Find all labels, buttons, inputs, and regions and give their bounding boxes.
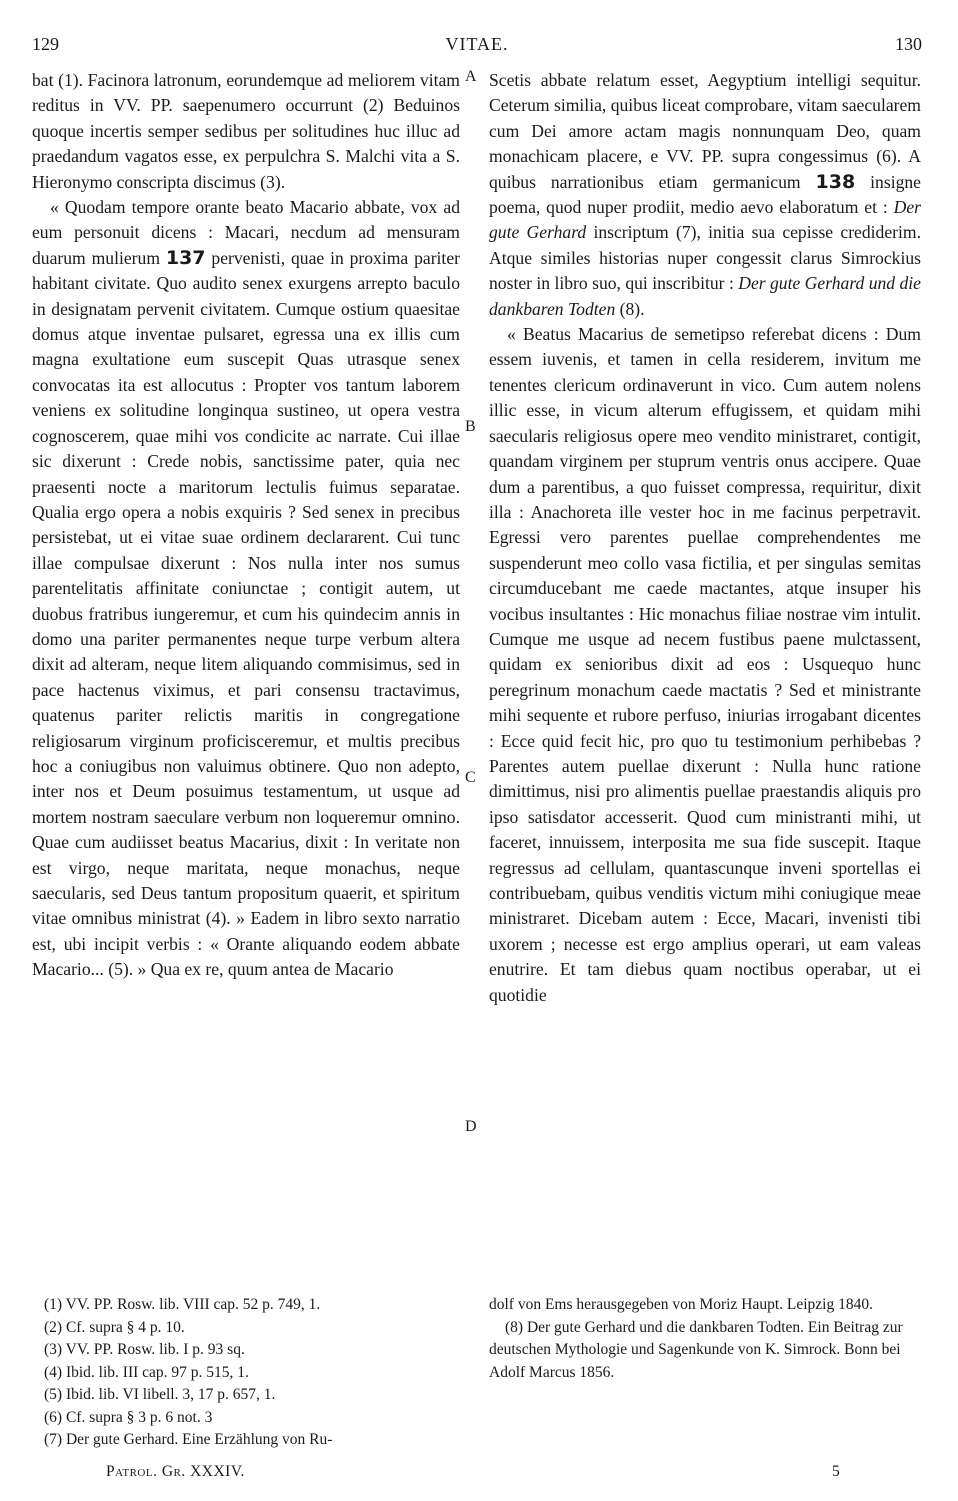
title-der-gute-gerhard: Der gute Gerhard [489,197,921,243]
footnote-7-continued: dolf von Ems herausgegeben von Moriz Haupt. Leipzig 1840. [489,1296,873,1313]
right-paragraph-1-cont: inscriptum (7), initia sua cepisse crediderim. Atque similes historias nuper congessit clarus Simrockius noster in libro suo, qui inscribitur : [489,222,921,294]
footnote-2: (2) Cf. supra § 4 p. 10. [44,1318,185,1336]
footnote-4: (4) Ibid. lib. III cap. 97 p. 515, 1. [44,1363,249,1381]
margin-letter-b: B [465,418,476,435]
sheet-number: 5 [832,1463,840,1480]
right-paragraph-1-start: Scetis abbate relatum esset, Aegyptium intelligi sequitur. Ceterum similia, quibus liceat comprobare, vitam saecularem cum Dei amore actam magis nonnunquam Deo, quam monachicam placere, e VV. PP. supra congessimus (6). A quibus narrationibus etiam germanicum [489,70,921,192]
left-paragraph-1: bat (1). Facinora latronum, eorundemque ad meliorem vitam reditus in VV. PP. saepenumero occurrunt (2) Beduinos quoque incertis semper sedibus per solitudines huc illuc ad praedandum vagatos esse, ex perpulchra S. Malchi vita a S. Hieronymo conscripta discimus (3). [32,70,460,192]
right-paragraph-1-end: (8). [619,298,645,319]
title-simrock-book: Der gute Gerhard und die dankbaren Todten [489,273,921,319]
left-column [32,68,460,983]
margin-letter-d: D [465,1118,477,1135]
footnote-7: (7) Der gute Gerhard. Eine Erzählung von Ru- [44,1431,333,1448]
page-number-right: 130 [895,34,922,54]
running-title: VITAE. [445,34,509,54]
left-paragraph-2 [32,195,460,983]
printer-signature: Patrol. Gr. XXXIV. [106,1463,245,1480]
marginal-number-138: 138 [815,170,856,193]
right-paragraph-2: « Beatus Macarius de semetipso referebat dicens : Dum essem iuvenis, et tamen in cella residerem, invitum me tenentes clericum ordinaverunt in vico. Cum autem nolens illic esse, in vicum alterum effugissem, et quidam mihi saecularis religiosus opere meo vendito ministraret, contigit, quandam virginem per stuprum ventris onus accipere. Quae dum a parentibus, a quo fuisset compressa, requiritur, dixit illa : Anachoreta ille vester hoc in me facinus perpetravit. Egressi vero parentes puellae comprehendentes me suspenderunt meo collo vasa fictilia, et per singulas semitas circumducebant me caede mactantes, atque insuper his vocibus insultantes : Hic monachus filiae nostrae vim intulit. Cumque me usque ad necem fustibus paene mulctassent, quidam ex senioribus dixit ad eos : Usquequo hunc peregrinum monachum caede mactatis ? Sed et ministrante mihi sequente et rubore perfuso, iniurias irrogabant dicentes : Ecce quid fecit hic, pro quo tu testimonium perhibebas ? Parentes autem puellae dixerunt : Nulla hunc ratione dimittimus, nisi pro alimentis puellae praestandis aliquis pro ipso satisdator accesserit. Quod cum ministranti mihi, ut faceret, innuissem, interposita me sua fide suscepit. Itaque regressus ad cellulam, quantascunque inveni sportellas ei contribuebam, quibus venditis victum mihi coniugique meae ministraret. Dicebam autem : Ecce, Macari, invenisti tibi uxorem ; necesse est ergo amplius operari, ut eam valeas enutrire. Et tam diebus quam noctibus operabar, ut ei quotidie [489,324,921,1005]
footnotes-right [489,1294,921,1384]
right-column [489,68,921,1008]
margin-letter-a: A [465,68,477,85]
page-number-left: 129 [32,34,59,54]
footnote-6: (6) Cf. supra § 3 p. 6 not. 3 [44,1408,213,1426]
footnotes-left [44,1294,464,1452]
footnote-8: (8) Der gute Gerhard und die dankbaren Todten. Ein Beitrag zur deutschen Mythologie und Sagenkunde von K. Simrock. Bonn bei Adolf Marcus 1856. [489,1318,903,1381]
footnote-5: (5) Ibid. lib. VI libell. 3, 17 p. 657, 1. [44,1386,276,1403]
footnote-3: (3) VV. PP. Rosw. lib. I p. 93 sq. [44,1341,245,1358]
left-paragraph-2-start: « Quodam tempore orante beato Macario abbate, vox ad eum personuit dicens : Macari, necdum ad mensuram duarum mulierum [32,197,460,268]
page-header [32,34,922,60]
marginal-number-137: 137 [165,246,206,269]
right-paragraph-1 [489,68,921,322]
right-paragraph-1-mid: insigne poema, quod nuper prodiit, medio aevo elaboratum et : [489,171,921,218]
left-paragraph-2-rest: pervenisti, quae in proxima pariter habitant civitate. Quo audito senex exurgens arrepto baculo in designatam pervenit civitatem. Cumque ostium quaesitae domus atque inventae pulsaret, egressa una ex illis cum magna exultatione eum suscepit Quas utrasque senex convocatas ita est allocutus : Propter vos tantum laborem veniens ex solitudine longinqua sustineo, ut opera vestra cognoscerem, quae mihi vos condicite ac narrate. Cui illae sic dixerunt : Crede nobis, sanctissime pater, quia nec praesenti nocte a maritorum lectulis fuimus separatae. Qualia ergo opera a nobis exquiris ? Sed senex in precibus persistebat, ut ei vitae suae ordinem declararent. Cui tunc illae compulsae dixerunt : Nos nulla inter nos sumus parentelitatis affinitate coniunctae ; contigit autem, ut duobus fratribus iungeremur, et cum his quindecim annis in domo una pariter permanentes neque turpe verbum altera dixit ad alteram, neque litem aliquando commisimus, sed in pace hactenus viximus, et pari consensu tractavimus, quatenus pariter relictis maritis in congregatione religiosarum virginum proficisceremur, et multis precibus hoc a coniugibus non valuimus obtinere. Quo non adepto, inter nos et Deum posuimus testamentum, ut usque ad mortem nostram saeculare verbum non loqueremur omnino. Quae cum audiisset beatus Macarius, dixit : In veritate non est virgo, neque maritata, neque monachus, neque saecularis, sed Deus tantum propositum quaerit, et spiritum vitae omnibus ministrat (4). » Eadem in libro sexto narratio est, ubi incipit verbis : « Orante aliquando eodem abbate Macario... (5). » Qua ex re, quum antea de Macario [32,247,460,980]
margin-letter-c: C [465,769,476,786]
footnote-1: (1) VV. PP. Rosw. lib. VIII cap. 52 p. 749, 1. [44,1296,321,1313]
